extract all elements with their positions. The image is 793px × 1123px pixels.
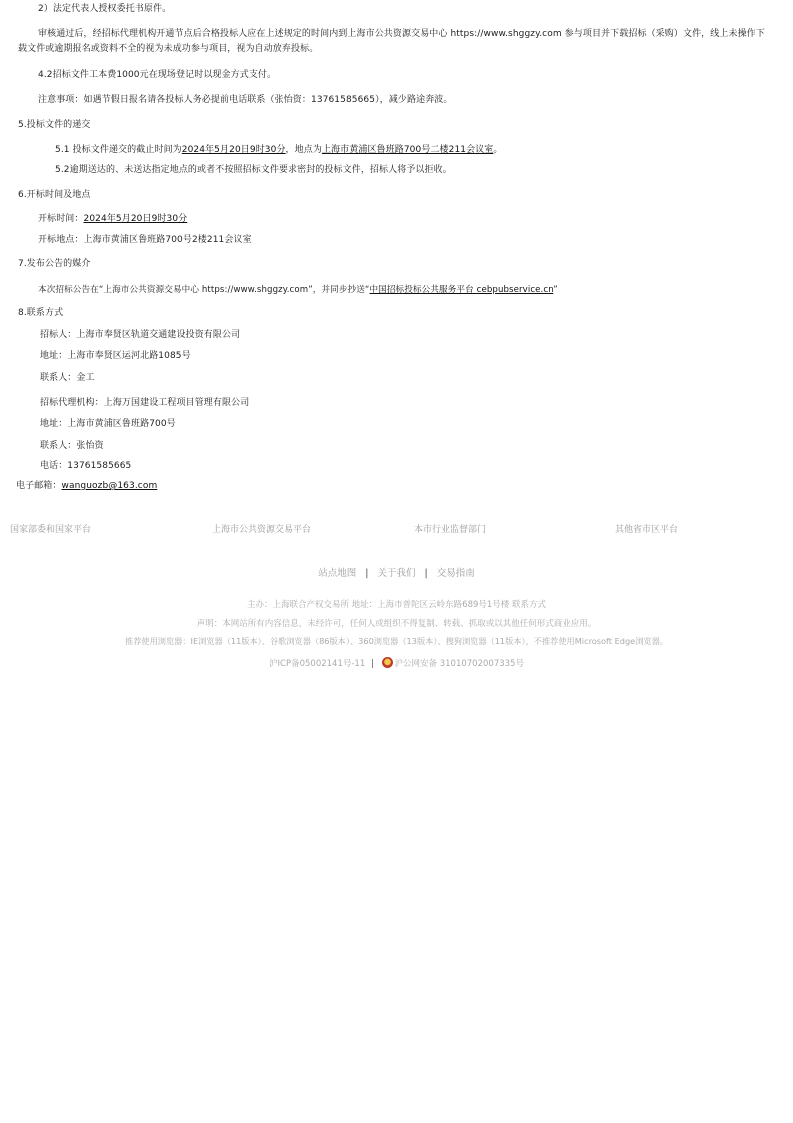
footer-disclaimer: 声明：本网站所有内容信息，未经许可，任何人或组织不得复制、转载、抓取或以其他任何形式商业应用。 xyxy=(196,619,597,629)
agent-name: 招标代理机构：上海万国建设工程项目管理有限公司 xyxy=(40,398,250,408)
footer-link-sitemap[interactable]: 站点地图 xyxy=(318,568,357,579)
clause-5-1-pre: 5.1 投标文件递交的截止时间为 xyxy=(55,145,182,155)
footer-nav-shanghai-platform[interactable]: 上海市公共资源交易平台 xyxy=(212,525,312,535)
agent-address: 地址：上海市黄浦区鲁班路700号 xyxy=(40,419,176,429)
cebpubservice-link[interactable]: 中国招标投标公共服务平台 cebpubservice.cn xyxy=(369,285,554,295)
email-line xyxy=(16,480,157,492)
submission-place: 上海市黄浦区鲁班路700号二楼211会议室 xyxy=(321,145,494,155)
icp-record[interactable]: 沪ICP备05002141号-11 xyxy=(269,659,366,669)
media-pre: 本次招标公告在“上海市公共资源交易中心 https://www.shggzy.com”，并同步抄送“ xyxy=(38,285,370,295)
footer-link-guide[interactable]: 交易指南 xyxy=(436,568,475,579)
media-text xyxy=(38,284,558,296)
deadline-date: 2024年5月20日9时30分 xyxy=(181,145,286,155)
opening-time xyxy=(38,213,187,225)
email-label: 电子邮箱： xyxy=(16,481,62,491)
notice-note: 注意事项：如遇节假日报名请各投标人务必提前电话联系（张怡资：13761585665），减少路途奔波。 xyxy=(38,95,453,105)
section-6-title: 6.开标时间及地点 xyxy=(18,190,91,200)
footer-record xyxy=(0,657,793,669)
opening-time-label: 开标时间： xyxy=(38,214,84,224)
footer-link-about[interactable]: 关于我们 xyxy=(377,568,416,579)
review-paragraph: 审核通过后，经招标代理机构开通节点后合格投标人应在上述规定的时间内到上海市公共资源交易中心 https://www.shggzy.com 参与项目并下载招标（采购）文件，线上未操作下载文件或逾期报名或资料不全的视为未成功参与项目，视为自动放弃投标。 xyxy=(18,29,765,54)
clause-5-1-end: 。 xyxy=(493,145,503,155)
tenderer-address: 地址：上海市奉贤区运河北路1085号 xyxy=(40,351,191,361)
section-8-title: 8.联系方式 xyxy=(18,308,64,318)
footer-link-separator: | xyxy=(365,568,369,579)
footer-nav-supervision[interactable]: 本市行业监督部门 xyxy=(414,525,487,535)
footer-link-separator: | xyxy=(424,568,428,579)
agent-phone: 电话：13761585665 xyxy=(40,461,132,471)
section-5-title: 5.投标文件的递交 xyxy=(18,120,91,130)
police-badge-icon xyxy=(382,657,393,668)
tenderer-contact: 联系人：金工 xyxy=(40,373,95,383)
clause-5-1 xyxy=(55,144,503,156)
tenderer-name: 招标人：上海市奉贤区轨道交通建设投资有限公司 xyxy=(40,330,241,340)
media-end: ” xyxy=(553,285,558,295)
opening-time-value: 2024年5月20日9时30分 xyxy=(83,214,188,224)
police-record[interactable]: 沪公网安备 31010702007335号 xyxy=(394,659,524,669)
footer-nav-national[interactable]: 国家部委和国家平台 xyxy=(10,525,92,535)
section-7-title: 7.发布公告的媒介 xyxy=(18,259,91,269)
opening-place: 开标地点：上海市黄浦区鲁班路700号2楼211会议室 xyxy=(38,235,252,245)
footer-browser: 推荐使用浏览器：IE浏览器（11版本）、谷歌浏览器（86版本）、360浏览器（13版本）、搜狗浏览器（11版本），不推荐使用Microsoft Edge浏览器。 xyxy=(125,636,668,646)
footer-links xyxy=(0,565,793,579)
clause-5-1-mid: ，地点为 xyxy=(285,145,322,155)
clause-2-text: 2）法定代表人授权委托书原件。 xyxy=(38,4,172,14)
footer-nav-other-provinces[interactable]: 其他省市区平台 xyxy=(615,525,679,535)
footer-host: 主办：上海联合产权交易所 地址：上海市普陀区云岭东路689号1号楼 联系方式 xyxy=(246,600,547,610)
clause-4-2-text: 4.2招标文件工本费1000元在现场登记时以现金方式支付。 xyxy=(38,70,277,80)
agent-contact: 联系人：张怡资 xyxy=(40,441,104,451)
clause-5-2: 5.2逾期送达的、未送达指定地点的或者不按照招标文件要求密封的投标文件，招标人将予以拒收。 xyxy=(55,165,452,175)
record-separator: | xyxy=(370,659,374,669)
email-link[interactable]: wanguozb@163.com xyxy=(61,481,158,491)
site-footer xyxy=(0,500,793,680)
